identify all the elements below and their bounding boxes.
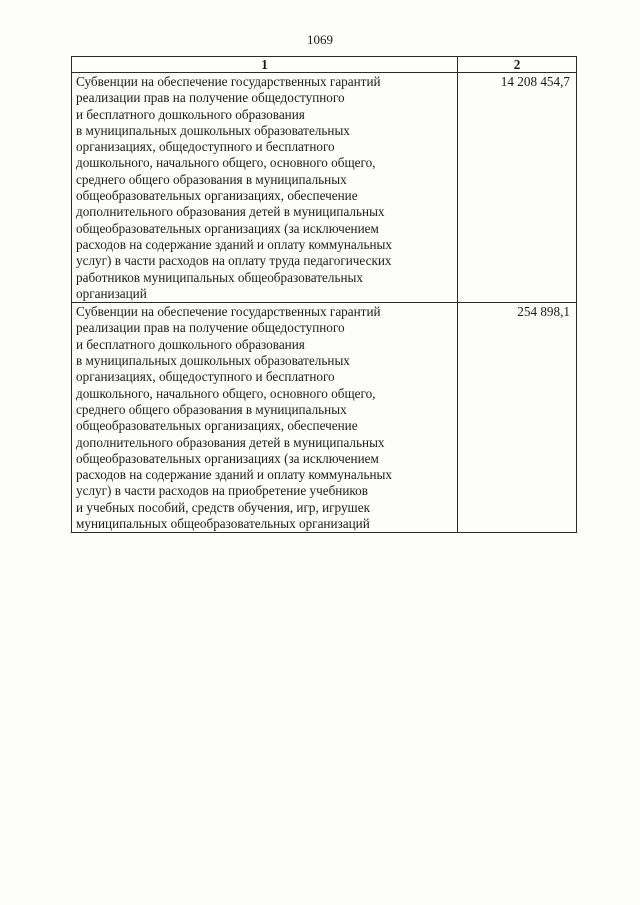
description-line: организаций bbox=[76, 285, 147, 301]
description-line: и бесплатного дошкольного образования bbox=[76, 336, 305, 352]
subvention-amount: 14 208 454,7 bbox=[458, 73, 577, 303]
table-row bbox=[72, 303, 577, 533]
description-line: дополнительного образования детей в муниципальных bbox=[76, 204, 385, 220]
column-header-1: 1 bbox=[72, 57, 458, 73]
table-header-row bbox=[72, 57, 577, 73]
description-line: общеобразовательных организациях (за исключением bbox=[76, 450, 379, 466]
subvention-description bbox=[72, 303, 458, 533]
description-line: и бесплатного дошкольного образования bbox=[76, 106, 305, 122]
description-line: и учебных пособий, средств обучения, игр, игрушек bbox=[76, 499, 370, 515]
description-line: дополнительного образования детей в муниципальных bbox=[76, 434, 385, 450]
description-line: муниципальных общеобразовательных организаций bbox=[76, 516, 370, 532]
subvention-description bbox=[72, 73, 458, 303]
description-line: дошкольного, начального общего, основного общего, bbox=[76, 385, 376, 401]
description-line: расходов на содержание зданий и оплату коммунальных bbox=[76, 236, 392, 252]
description-line: в муниципальных дошкольных образовательных bbox=[76, 122, 350, 138]
subvention-amount: 254 898,1 bbox=[458, 303, 577, 533]
description-line: общеобразовательных организациях, обеспечение bbox=[76, 188, 358, 204]
description-line: реализации прав на получение общедоступного bbox=[76, 320, 345, 336]
table-row bbox=[72, 73, 577, 303]
description-line: в муниципальных дошкольных образовательных bbox=[76, 353, 350, 369]
description-line: среднего общего образования в муниципальных bbox=[76, 171, 347, 187]
description-line: работников муниципальных общеобразовательных bbox=[76, 269, 363, 285]
description-line: общеобразовательных организациях, обеспечение bbox=[76, 418, 358, 434]
description-line: услуг) в части расходов на оплату труда педагогических bbox=[76, 253, 392, 269]
page-number: 1069 bbox=[307, 32, 333, 47]
description-line: услуг) в части расходов на приобретение учебников bbox=[76, 483, 368, 499]
description-line: реализации прав на получение общедоступного bbox=[76, 90, 345, 106]
description-line: Субвенции на обеспечение государственных гарантий bbox=[76, 304, 381, 320]
subvention-table bbox=[71, 56, 577, 533]
description-line: Субвенции на обеспечение государственных гарантий bbox=[76, 74, 381, 89]
description-line: организациях, общедоступного и бесплатного bbox=[76, 139, 335, 155]
description-line: среднего общего образования в муниципальных bbox=[76, 401, 347, 417]
column-header-2: 2 bbox=[458, 57, 577, 73]
description-line: организациях, общедоступного и бесплатного bbox=[76, 369, 335, 385]
description-line: дошкольного, начального общего, основного общего, bbox=[76, 155, 376, 171]
description-line: расходов на содержание зданий и оплату коммунальных bbox=[76, 467, 392, 483]
description-line: общеобразовательных организациях (за исключением bbox=[76, 220, 379, 236]
